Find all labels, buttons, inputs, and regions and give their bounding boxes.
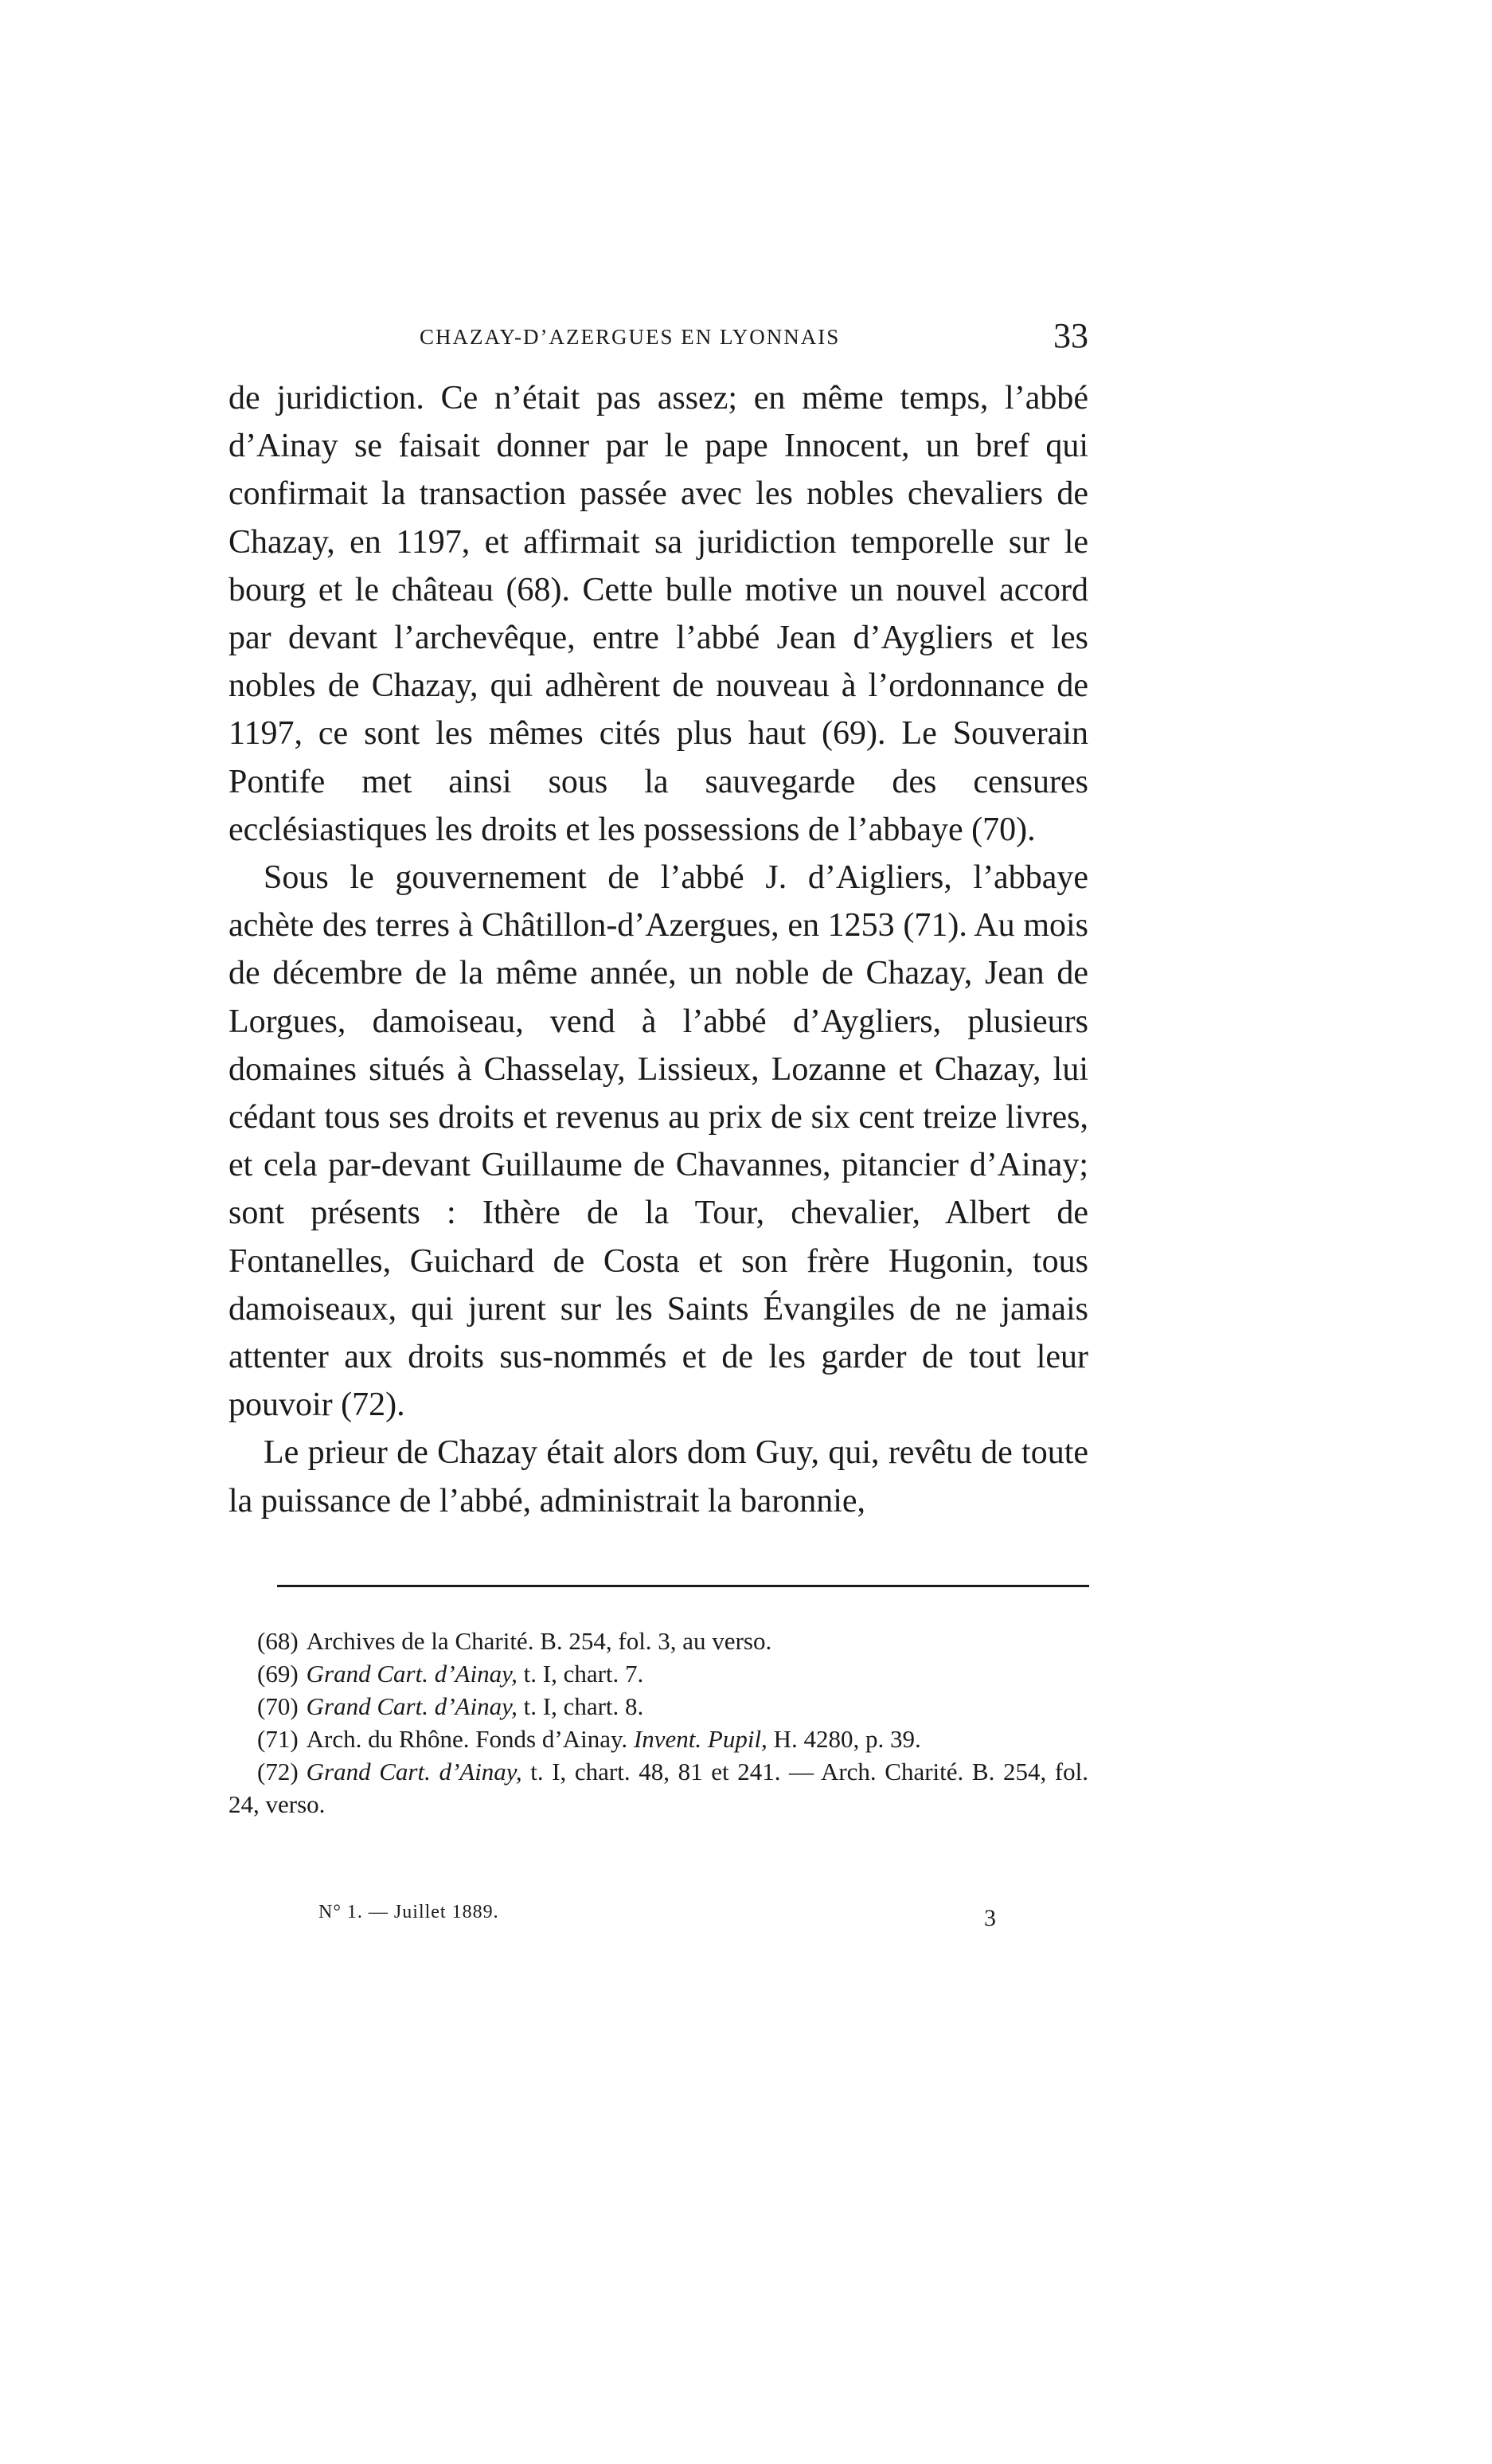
footnote-divider <box>277 1585 1089 1587</box>
footnote-text: Arch. du Rhône. Fonds d’Ainay. <box>306 1725 634 1753</box>
footnote-italic: Grand Cart. d’Ainay, <box>306 1660 518 1688</box>
footnote <box>228 1690 1088 1723</box>
signature-mark: 3 <box>984 1905 996 1931</box>
footnote-number: (69) <box>257 1660 299 1688</box>
page-number: 33 <box>1053 316 1088 355</box>
paragraph: Sous le gouvernement de l’abbé J. d’Aigliers, l’abbaye achète des terres à Châtillon-d’Azergues, en 1253 (71). Au mois de décembre de la même année, un noble de Chazay, Jean de Lorgues, damoiseau, vend à l’abbé d’Aygliers, plusieurs domaines situés à Chasselay, Lissieux, Lozanne et Chazay, lui cédant tous ses droits et revenus au prix de six cent treize livres, et cela par-devant Guillaume de Chavannes, pitancier d’Ainay; sont présents : Ithère de la Tour, chevalier, Albert de Fontanelles, Guichard de Costa et son frère Hugonin, tous damoiseaux, qui jurent sur les Saints Évangiles de ne jamais attenter aux droits sus-nommés et de les garder de tout leur pouvoir (72). <box>228 859 1088 1424</box>
footnote <box>228 1657 1088 1690</box>
footnote <box>228 1755 1088 1821</box>
issue-line: N° 1. — Juillet 1889. <box>318 1902 499 1922</box>
footnote-number: (70) <box>257 1692 299 1720</box>
main-text <box>228 374 1088 1525</box>
footnote-number: (68) <box>257 1627 299 1655</box>
footnotes <box>228 1625 1088 1821</box>
footnote-number: (72) <box>257 1758 299 1785</box>
paragraph: Le prieur de Chazay était alors dom Guy, qui, revêtu de toute la puissance de l’abbé, administrait la baronnie, <box>228 1434 1088 1519</box>
running-title: CHAZAY-D’AZERGUES EN LYONNAIS <box>420 325 841 349</box>
footnote-italic: Invent. Pupil, <box>633 1725 767 1753</box>
paragraph: de juridiction. Ce n’était pas assez; en même temps, l’abbé d’Ainay se faisait donner par le pape Innocent, un bref qui confirmait la transaction passée avec les nobles chevaliers de Chazay, en 1197, et affirmait sa juridiction temporelle sur le bourg et le château (68). Cette bulle motive un nouvel accord par devant l’archevêque, entre l’abbé Jean d’Aygliers et les nobles de Chazay, qui adhèrent de nouveau à l’ordonnance de 1197, ce sont les mêmes cités plus haut (69). Le Souverain Pontife met ainsi sous la sauvegarde des censures ecclésiastiques les droits et les possessions de l’abbaye (70). <box>228 380 1088 848</box>
footnote-italic: Grand Cart. d’Ainay, <box>306 1758 522 1785</box>
running-header <box>228 312 1088 360</box>
footnote <box>228 1625 1088 1657</box>
footnote <box>228 1723 1088 1755</box>
footnote-text: H. 4280, p. 39. <box>767 1725 921 1753</box>
footnote-text: t. I, chart. 8. <box>517 1692 644 1720</box>
footnote-number: (71) <box>257 1725 299 1753</box>
footnote-italic: Grand Cart. d’Ainay, <box>306 1692 518 1720</box>
footnote-text: Archives de la Charité. B. 254, fol. 3, au verso. <box>306 1627 772 1655</box>
footnote-text: t. I, chart. 7. <box>517 1660 644 1688</box>
footnote-text: t. I, chart. 48, 81 et 241. — Arch. Charité. B. 254, fol. 24, verso. <box>228 1758 1088 1818</box>
